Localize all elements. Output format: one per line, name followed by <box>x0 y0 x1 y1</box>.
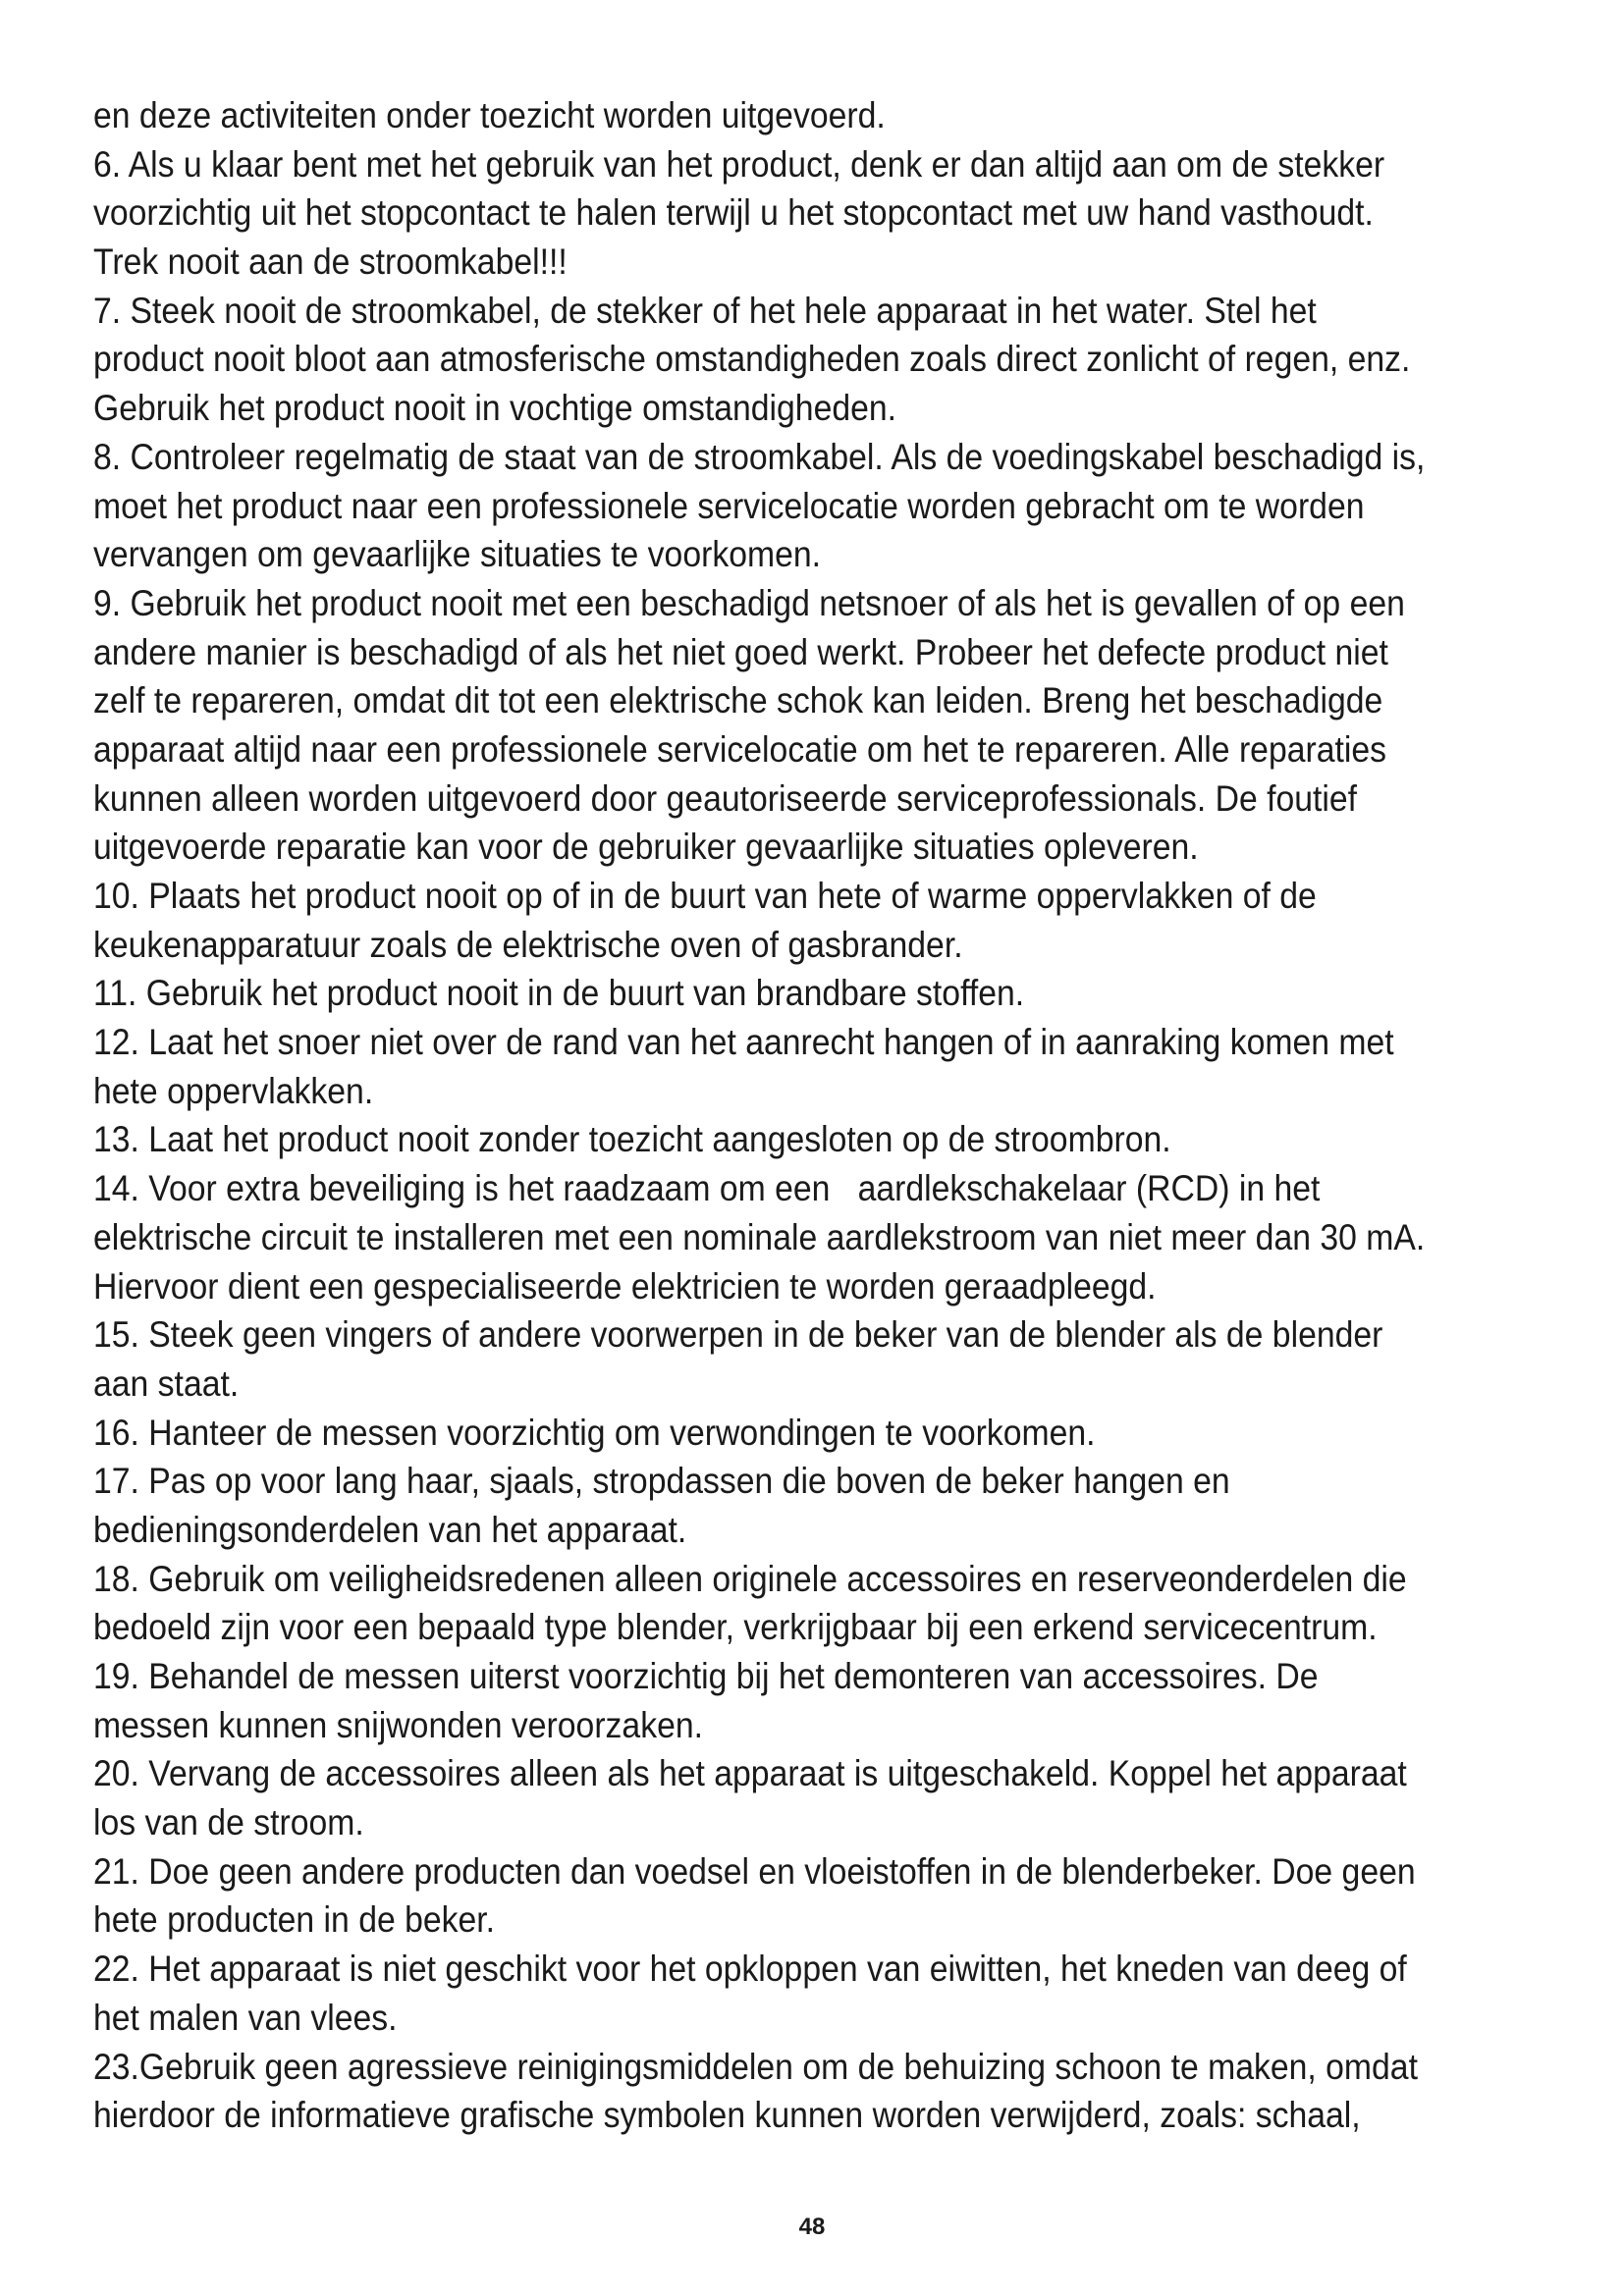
text-line: 19. Behandel de messen uiterst voorzichtig bij het demonteren van accessoires. De <box>93 1655 1319 1696</box>
text-line: 11. Gebruik het product nooit in de buurt van brandbare stoffen. <box>93 972 1025 1014</box>
text-line: 23.Gebruik geen agressieve reinigingsmiddelen om de behuizing schoon te maken, omdat <box>93 2045 1418 2087</box>
text-line: 22. Het apparaat is niet geschikt voor het opkloppen van eiwitten, het kneden van deeg of <box>93 1948 1407 1990</box>
text-line: hete producten in de beker. <box>93 1898 496 1941</box>
text-line: hete oppervlakken. <box>93 1069 374 1111</box>
text-line: 21. Doe geen andere producten dan voedsel en vloeistoffen in de blenderbeker. Doe geen <box>93 1849 1416 1892</box>
text-line: 14. Voor extra beveiliging is het raadzaam om een aardlekschakelaar (RCD) in het <box>93 1167 1321 1209</box>
text-line: andere manier is beschadigd of als het niet goed werkt. Probeer het defecte product niet <box>93 630 1388 672</box>
text-line: 8. Controleer regelmatig de staat van de stroomkabel. Als de voedingskabel beschadigd is, <box>93 435 1426 477</box>
text-line: 15. Steek geen vingers of andere voorwerpen in de beker van de blender als de blender <box>93 1313 1383 1356</box>
text-line: hierdoor de informatieve grafische symbolen kunnen worden verwijderd, zoals: schaal, <box>93 2094 1361 2136</box>
text-line: keukenapparatuur zoals de elektrische oven of gasbrander. <box>93 923 963 965</box>
text-line: zelf te repareren, omdat dit tot een elektrische schok kan leiden. Breng het beschadigde <box>93 679 1383 721</box>
text-line: Gebruik het product nooit in vochtige omstandigheden. <box>93 387 897 429</box>
text-line: 17. Pas op voor lang haar, sjaals, stropdassen die boven de beker hangen en <box>93 1460 1230 1502</box>
text-line: 12. Laat het snoer niet over de rand van het aanrecht hangen of in aanraking komen met <box>93 1021 1394 1063</box>
text-line: 9. Gebruik het product nooit met een beschadigd netsnoer of als het is gevallen of op een <box>93 581 1405 623</box>
text-line: 13. Laat het product nooit zonder toezicht aangesloten op de stroombron. <box>93 1118 1171 1160</box>
text-line: product nooit bloot aan atmosferische omstandigheden zoals direct zonlicht of regen, enz. <box>93 338 1411 380</box>
body-text <box>93 91 1426 2140</box>
text-line: Hiervoor dient een gespecialiseerde elektricien te worden geraadpleegd. <box>93 1264 1157 1307</box>
text-line: elektrische circuit te installeren met een nominale aardlekstroom van niet meer dan 30 mA. <box>93 1215 1426 1257</box>
text-line: bedoeld zijn voor een bepaald type blender, verkrijgbaar bij een erkend servicecentrum. <box>93 1606 1378 1648</box>
text-line: 10. Plaats het product nooit op of in de buurt van hete of warme oppervlakken of de <box>93 875 1317 916</box>
text-line: kunnen alleen worden uitgevoerd door geautoriseerde serviceprofessionals. De foutief <box>93 776 1358 819</box>
text-line: 16. Hanteer de messen voorzichtig om verwondingen te voorkomen. <box>93 1411 1096 1453</box>
text-line: 20. Vervang de accessoires alleen als het apparaat is uitgeschakeld. Koppel het apparaat <box>93 1752 1407 1794</box>
text-line: het malen van vlees. <box>93 1996 398 2038</box>
text-line: Trek nooit aan de stroomkabel!!! <box>93 240 568 283</box>
text-line: apparaat altijd naar een professionele servicelocatie om het te repareren. Alle reparaties <box>93 727 1387 770</box>
text-line: 7. Steek nooit de stroomkabel, de stekker of het hele apparaat in het water. Stel het <box>93 289 1317 331</box>
text-line: bedieningsonderdelen van het apparaat. <box>93 1508 687 1550</box>
text-line: vervangen om gevaarlijke situaties te voorkomen. <box>93 533 822 575</box>
text-line: 18. Gebruik om veiligheidsredenen alleen originele accessoires en reserveonderdelen die <box>93 1557 1407 1599</box>
page-number: 48 <box>798 2214 826 2240</box>
text-line: voorzichtig uit het stopcontact te halen terwijl u het stopcontact met uw hand vasthoudt. <box>93 191 1374 234</box>
text-line: messen kunnen snijwonden veroorzaken. <box>93 1703 703 1745</box>
text-line: aan staat. <box>93 1362 240 1404</box>
text-line: moet het product naar een professionele servicelocatie worden gebracht om te worden <box>93 484 1365 526</box>
text-line: los van de stroom. <box>93 1801 364 1843</box>
text-line: 6. Als u klaar bent met het gebruik van het product, denk er dan altijd aan om de stekker <box>93 142 1385 185</box>
text-line: en deze activiteiten onder toezicht worden uitgevoerd. <box>93 94 886 135</box>
text-line: uitgevoerde reparatie kan voor de gebruiker gevaarlijke situaties opleveren. <box>93 826 1199 868</box>
